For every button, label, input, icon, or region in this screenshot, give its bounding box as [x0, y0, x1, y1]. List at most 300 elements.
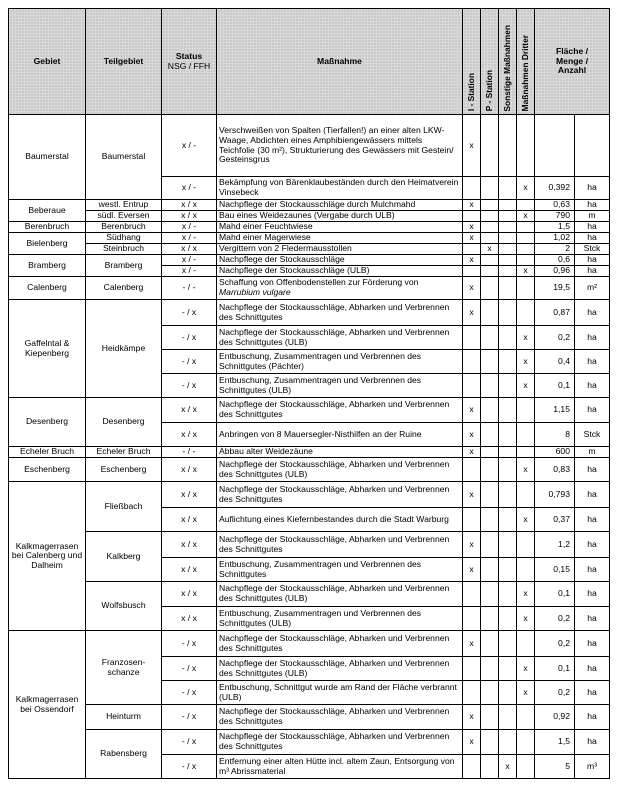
i-station-cell: x [463, 255, 481, 266]
i-station-cell [463, 458, 481, 482]
sonstige-cell [499, 582, 517, 607]
i-station-cell: x [463, 398, 481, 423]
massnahme-cell: Nachpflege der Stockausschläge, Abharken und Verbrennen des Schnittgutes [217, 532, 463, 558]
table-row [9, 277, 610, 300]
sonstige-cell [499, 423, 517, 447]
wert-cell: 1,2 [535, 532, 575, 558]
einheit-cell: ha [575, 266, 610, 277]
massnahme-cell: Nachpflege der Stockausschläge, Abharken und Verbrennen des Schnittgutes (ULB) [217, 657, 463, 681]
dritter-cell: x [517, 266, 535, 277]
dritter-cell [517, 755, 535, 779]
einheit-cell: ha [575, 300, 610, 326]
sonstige-cell [499, 558, 517, 582]
massnahme-cell: Nachpflege der Stockausschläge, Abharken und Verbrennen des Schnittgutes [217, 705, 463, 730]
teilgebiet-cell: Wolfsbusch [86, 582, 162, 631]
massnahmen-table [8, 8, 610, 779]
i-station-cell: x [463, 730, 481, 755]
wert-cell: 0,1 [535, 582, 575, 607]
einheit-cell: m² [575, 277, 610, 300]
sonstige-cell [499, 277, 517, 300]
massnahme-cell: Entbuschung, Zusammentragen und Verbrennen des Schnittgutes (ULB) [217, 607, 463, 631]
dritter-cell [517, 200, 535, 211]
gebiet-cell: Beberaue [9, 200, 86, 222]
sonstige-cell [499, 398, 517, 423]
sonstige-cell [499, 222, 517, 233]
table-row [9, 730, 610, 755]
einheit-cell: m³ [575, 755, 610, 779]
einheit-cell: Stck [575, 244, 610, 255]
species-name: Marrubium vulgare [219, 287, 291, 297]
header-gebiet: Gebiet [9, 9, 86, 115]
einheit-cell: ha [575, 458, 610, 482]
i-station-cell: x [463, 423, 481, 447]
dritter-cell: x [517, 582, 535, 607]
einheit-cell: ha [575, 200, 610, 211]
table-row [9, 458, 610, 482]
massnahme-cell: Verschweißen von Spalten (Tierfallen!) an einer alten LKW-Waage, Abdichten eines Amphibiengewässers mittels Teichfolie (30 m²), Strukturierung des Gewässers mit Gestein/ Gesteinsgrus [217, 115, 463, 177]
einheit-cell: ha [575, 681, 610, 705]
gebiet-cell: Kalkmagerrasen bei Ossendorf [9, 631, 86, 779]
status-cell: x / - [162, 115, 217, 177]
wert-cell: 0,2 [535, 607, 575, 631]
dritter-cell [517, 631, 535, 657]
einheit-cell: ha [575, 374, 610, 398]
status-cell: x / x [162, 200, 217, 211]
i-station-cell [463, 177, 481, 200]
table-row [9, 300, 610, 326]
p-station-cell [481, 374, 499, 398]
p-station-cell [481, 532, 499, 558]
einheit-cell: ha [575, 607, 610, 631]
header-i-station: I - Station [463, 9, 481, 115]
i-station-cell [463, 508, 481, 532]
dritter-cell [517, 277, 535, 300]
sonstige-cell [499, 681, 517, 705]
einheit-cell: ha [575, 350, 610, 374]
gebiet-cell: Gaffelntal & Kiepenberg [9, 300, 86, 398]
p-station-cell [481, 558, 499, 582]
dritter-cell: x [517, 177, 535, 200]
sonstige-cell [499, 300, 517, 326]
massnahme-cell: Bekämpfung von Bärenklaubeständen durch den Heimatverein Vinsebeck [217, 177, 463, 200]
massnahme-cell: Nachpflege der Stockausschläge, Abharken und Verbrennen des Schnittgutes [217, 398, 463, 423]
i-station-cell: x [463, 115, 481, 177]
status-cell: - / x [162, 730, 217, 755]
i-station-cell [463, 266, 481, 277]
i-station-cell [463, 244, 481, 255]
gebiet-cell: Calenberg [9, 277, 86, 300]
header-dritter: Maßnahmen Dritter [517, 9, 535, 115]
teilgebiet-cell: Desenberg [86, 398, 162, 447]
massnahme-cell: Mahd einer Magerwiese [217, 233, 463, 244]
einheit-cell: m [575, 211, 610, 222]
table-row [9, 244, 610, 255]
status-cell: x / x [162, 244, 217, 255]
dritter-cell: x [517, 211, 535, 222]
p-station-cell [481, 177, 499, 200]
p-station-cell [481, 681, 499, 705]
massnahme-cell: Mahd einer Feuchtwiese [217, 222, 463, 233]
i-station-cell: x [463, 233, 481, 244]
p-station-cell [481, 508, 499, 532]
einheit-cell: m [575, 447, 610, 458]
i-station-cell: x [463, 482, 481, 508]
sonstige-cell [499, 607, 517, 631]
i-station-cell [463, 374, 481, 398]
massnahme-cell: Bau eines Weidezaunes (Vergabe durch ULB) [217, 211, 463, 222]
gebiet-cell: Echeler Bruch [9, 447, 86, 458]
teilgebiet-cell: Baumerstal [86, 115, 162, 200]
einheit-cell: ha [575, 255, 610, 266]
massnahme-cell: Anbringen von 8 Mauersegler-Nisthilfen an der Ruine [217, 423, 463, 447]
table-row [9, 115, 610, 177]
gebiet-cell: Bramberg [9, 255, 86, 277]
massnahme-cell: Entbuschung, Zusammentragen und Verbrennen des Schnittgutes (Pächter) [217, 350, 463, 374]
dritter-cell: x [517, 374, 535, 398]
table-row [9, 200, 610, 211]
status-cell: x / x [162, 582, 217, 607]
i-station-cell [463, 211, 481, 222]
teilgebiet-cell: Rabensberg [86, 730, 162, 779]
header-p-station: P - Station [481, 9, 499, 115]
p-station-cell [481, 266, 499, 277]
einheit-cell: ha [575, 657, 610, 681]
sonstige-cell [499, 244, 517, 255]
wert-cell: 2 [535, 244, 575, 255]
sonstige-cell [499, 374, 517, 398]
sonstige-cell [499, 508, 517, 532]
header-teilgebiet: Teilgebiet [86, 9, 162, 115]
einheit-cell: Stck [575, 423, 610, 447]
einheit-cell: ha [575, 532, 610, 558]
i-station-cell: x [463, 705, 481, 730]
teilgebiet-cell: Calenberg [86, 277, 162, 300]
wert-cell: 0,392 [535, 177, 575, 200]
wert-cell: 0,2 [535, 326, 575, 350]
gebiet-cell: Bielenberg [9, 233, 86, 255]
p-station-cell [481, 423, 499, 447]
wert-cell: 1,15 [535, 398, 575, 423]
einheit-cell: ha [575, 582, 610, 607]
i-station-cell: x [463, 558, 481, 582]
table-row [9, 705, 610, 730]
wert-cell: 0,37 [535, 508, 575, 532]
status-cell: x / x [162, 532, 217, 558]
p-station-cell [481, 222, 499, 233]
status-cell: - / x [162, 705, 217, 730]
massnahme-cell: Entbuschung, Zusammentragen und Verbrennen des Schnittgutes (ULB) [217, 374, 463, 398]
wert-cell: 0,92 [535, 705, 575, 730]
dritter-cell [517, 532, 535, 558]
status-cell: x / x [162, 508, 217, 532]
p-station-cell [481, 350, 499, 374]
wert-cell: 600 [535, 447, 575, 458]
sonstige-cell: x [499, 755, 517, 779]
wert-cell: 0,793 [535, 482, 575, 508]
sonstige-cell [499, 631, 517, 657]
einheit-cell: ha [575, 631, 610, 657]
massnahme-cell: Nachpflege der Stockausschläge durch Mulchmahd [217, 200, 463, 211]
table-row [9, 233, 610, 244]
massnahme-cell: Auflichtung eines Kiefernbestandes durch die Stadt Warburg [217, 508, 463, 532]
status-cell: - / x [162, 657, 217, 681]
dritter-cell: x [517, 458, 535, 482]
dritter-cell: x [517, 350, 535, 374]
dritter-cell [517, 423, 535, 447]
wert-cell: 0,2 [535, 631, 575, 657]
teilgebiet-cell: südl. Eversen [86, 211, 162, 222]
wert-cell: 0,15 [535, 558, 575, 582]
wert-cell: 0,87 [535, 300, 575, 326]
sonstige-cell [499, 458, 517, 482]
status-cell: x / x [162, 607, 217, 631]
sonstige-cell [499, 233, 517, 244]
p-station-cell [481, 233, 499, 244]
header-sonstige: Sonstige Maßnahmen [499, 9, 517, 115]
dritter-cell [517, 222, 535, 233]
status-cell: - / - [162, 277, 217, 300]
p-station-cell [481, 277, 499, 300]
massnahme-cell: Nachpflege der Stockausschläge, Abharken und Verbrennen des Schnittgutes [217, 300, 463, 326]
i-station-cell [463, 681, 481, 705]
teilgebiet-cell: Berenbruch [86, 222, 162, 233]
status-cell: x / - [162, 266, 217, 277]
sonstige-cell [499, 255, 517, 266]
p-station-cell [481, 211, 499, 222]
dritter-cell [517, 447, 535, 458]
dritter-cell: x [517, 508, 535, 532]
einheit-cell [575, 115, 610, 177]
massnahme-cell: Nachpflege der Stockausschläge [217, 255, 463, 266]
dritter-cell: x [517, 607, 535, 631]
wert-cell: 1,5 [535, 222, 575, 233]
header-flaeche: Fläche / Menge / Anzahl [535, 9, 610, 115]
gebiet-cell: Berenbruch [9, 222, 86, 233]
dritter-cell [517, 558, 535, 582]
status-cell: - / x [162, 350, 217, 374]
table-row [9, 532, 610, 558]
p-station-cell [481, 398, 499, 423]
status-cell: - / x [162, 755, 217, 779]
status-cell: x / x [162, 482, 217, 508]
p-station-cell [481, 200, 499, 211]
einheit-cell: ha [575, 233, 610, 244]
i-station-cell: x [463, 631, 481, 657]
teilgebiet-cell: westl. Entrup [86, 200, 162, 211]
status-cell: x / x [162, 458, 217, 482]
wert-cell [535, 115, 575, 177]
sonstige-cell [499, 657, 517, 681]
dritter-cell [517, 705, 535, 730]
dritter-cell: x [517, 326, 535, 350]
p-station-cell: x [481, 244, 499, 255]
sonstige-cell [499, 115, 517, 177]
massnahme-cell: Entbuschung, Zusammentragen und Verbrennen des Schnittgutes [217, 558, 463, 582]
p-station-cell [481, 447, 499, 458]
status-cell: - / x [162, 681, 217, 705]
header-row [9, 9, 610, 115]
dritter-cell [517, 233, 535, 244]
dritter-cell: x [517, 657, 535, 681]
i-station-cell: x [463, 277, 481, 300]
sonstige-cell [499, 705, 517, 730]
einheit-cell: ha [575, 705, 610, 730]
teilgebiet-cell: Fließbach [86, 482, 162, 532]
sonstige-cell [499, 730, 517, 755]
einheit-cell: ha [575, 558, 610, 582]
sonstige-cell [499, 326, 517, 350]
teilgebiet-cell: Südhang [86, 233, 162, 244]
gebiet-cell: Eschenberg [9, 458, 86, 482]
einheit-cell: ha [575, 222, 610, 233]
p-station-cell [481, 582, 499, 607]
dritter-cell [517, 300, 535, 326]
i-station-cell: x [463, 200, 481, 211]
massnahme-cell: Entbuschung, Schnittgut wurde am Rand der Fläche verbrannt (ULB) [217, 681, 463, 705]
status-cell: x / x [162, 398, 217, 423]
status-cell: - / x [162, 374, 217, 398]
sonstige-cell [499, 447, 517, 458]
status-cell: x / - [162, 222, 217, 233]
dritter-cell [517, 482, 535, 508]
massnahme-cell: Abbau alter Weidezäune [217, 447, 463, 458]
status-cell: - / x [162, 300, 217, 326]
gebiet-cell: Desenberg [9, 398, 86, 447]
status-cell: - / x [162, 326, 217, 350]
sonstige-cell [499, 532, 517, 558]
wert-cell: 0,6 [535, 255, 575, 266]
einheit-cell: ha [575, 398, 610, 423]
wert-cell: 1,5 [535, 730, 575, 755]
sonstige-cell [499, 482, 517, 508]
i-station-cell: x [463, 447, 481, 458]
massnahme-cell: Nachpflege der Stockausschläge, Abharken und Verbrennen des Schnittgutes (ULB) [217, 326, 463, 350]
teilgebiet-cell: Echeler Bruch [86, 447, 162, 458]
sonstige-cell [499, 211, 517, 222]
i-station-cell [463, 350, 481, 374]
i-station-cell [463, 607, 481, 631]
gebiet-cell: Kalkmagerrasen bei Calenberg und Dalheim [9, 482, 86, 631]
wert-cell: 0,1 [535, 374, 575, 398]
i-station-cell [463, 657, 481, 681]
dritter-cell [517, 255, 535, 266]
teilgebiet-cell: Eschenberg [86, 458, 162, 482]
status-cell: x / x [162, 211, 217, 222]
einheit-cell: ha [575, 482, 610, 508]
table-row [9, 447, 610, 458]
table-row [9, 582, 610, 607]
header-massnahme: Maßnahme [217, 9, 463, 115]
wert-cell: 0,1 [535, 657, 575, 681]
einheit-cell: ha [575, 508, 610, 532]
status-cell: x / - [162, 177, 217, 200]
p-station-cell [481, 755, 499, 779]
i-station-cell [463, 326, 481, 350]
wert-cell: 0,2 [535, 681, 575, 705]
sonstige-cell [499, 350, 517, 374]
massnahme-cell: Nachpflege der Stockausschläge, Abharken und Verbrennen des Schnittgutes (ULB) [217, 582, 463, 607]
massnahme-cell: Nachpflege der Stockausschläge, Abharken und Verbrennen des Schnittgutes [217, 631, 463, 657]
wert-cell: 19,5 [535, 277, 575, 300]
teilgebiet-cell: Heidkämpe [86, 300, 162, 398]
p-station-cell [481, 730, 499, 755]
table-row [9, 211, 610, 222]
p-station-cell [481, 300, 499, 326]
i-station-cell [463, 582, 481, 607]
p-station-cell [481, 115, 499, 177]
massnahme-cell: Nachpflege der Stockausschläge, Abharken und Verbrennen des Schnittgutes [217, 730, 463, 755]
massnahme-cell: Nachpflege der Stockausschläge, Abharken und Verbrennen des Schnittgutes (ULB) [217, 458, 463, 482]
p-station-cell [481, 705, 499, 730]
i-station-cell: x [463, 222, 481, 233]
wert-cell: 0,4 [535, 350, 575, 374]
wert-cell: 5 [535, 755, 575, 779]
status-cell: - / x [162, 631, 217, 657]
dritter-cell [517, 244, 535, 255]
einheit-cell: ha [575, 177, 610, 200]
einheit-cell: ha [575, 326, 610, 350]
massnahme-cell: Nachpflege der Stockausschläge, Abharken und Verbrennen des Schnittgutes [217, 482, 463, 508]
p-station-cell [481, 657, 499, 681]
teilgebiet-cell: Bramberg [86, 255, 162, 277]
massnahme-cell: Schaffung von Offenbodenstellen zur Förderung von Marrubium vulgare [217, 277, 463, 300]
wert-cell: 0,83 [535, 458, 575, 482]
wert-cell: 1,02 [535, 233, 575, 244]
teilgebiet-cell: Heinturm [86, 705, 162, 730]
gebiet-cell: Baumerstal [9, 115, 86, 200]
teilgebiet-cell: Kalkberg [86, 532, 162, 582]
status-cell: x / - [162, 233, 217, 244]
table-row [9, 631, 610, 657]
teilgebiet-cell: Franzosen-schanze [86, 631, 162, 705]
p-station-cell [481, 458, 499, 482]
dritter-cell [517, 398, 535, 423]
i-station-cell [463, 755, 481, 779]
i-station-cell: x [463, 300, 481, 326]
p-station-cell [481, 631, 499, 657]
status-cell: x / x [162, 558, 217, 582]
wert-cell: 0,63 [535, 200, 575, 211]
status-cell: x / - [162, 255, 217, 266]
dritter-cell [517, 730, 535, 755]
p-station-cell [481, 482, 499, 508]
table-row [9, 398, 610, 423]
i-station-cell: x [463, 532, 481, 558]
table-row [9, 482, 610, 508]
sonstige-cell [499, 200, 517, 211]
dritter-cell [517, 115, 535, 177]
massnahme-cell: Nachpflege der Stockausschläge (ULB) [217, 266, 463, 277]
einheit-cell: ha [575, 730, 610, 755]
wert-cell: 0,96 [535, 266, 575, 277]
massnahme-cell: Entfernung einer alten Hütte incl. altem Zaun, Entsorgung von m³ Abrissmaterial [217, 755, 463, 779]
teilgebiet-cell: Steinbruch [86, 244, 162, 255]
status-cell: x / x [162, 423, 217, 447]
p-station-cell [481, 255, 499, 266]
status-cell: - / - [162, 447, 217, 458]
header-status: Status NSG / FFH [162, 9, 217, 115]
sonstige-cell [499, 177, 517, 200]
wert-cell: 8 [535, 423, 575, 447]
p-station-cell [481, 326, 499, 350]
dritter-cell: x [517, 681, 535, 705]
wert-cell: 790 [535, 211, 575, 222]
table-row [9, 255, 610, 266]
p-station-cell [481, 607, 499, 631]
sonstige-cell [499, 266, 517, 277]
table-row [9, 222, 610, 233]
massnahme-cell: Vergittern von 2 Fledermausstollen [217, 244, 463, 255]
